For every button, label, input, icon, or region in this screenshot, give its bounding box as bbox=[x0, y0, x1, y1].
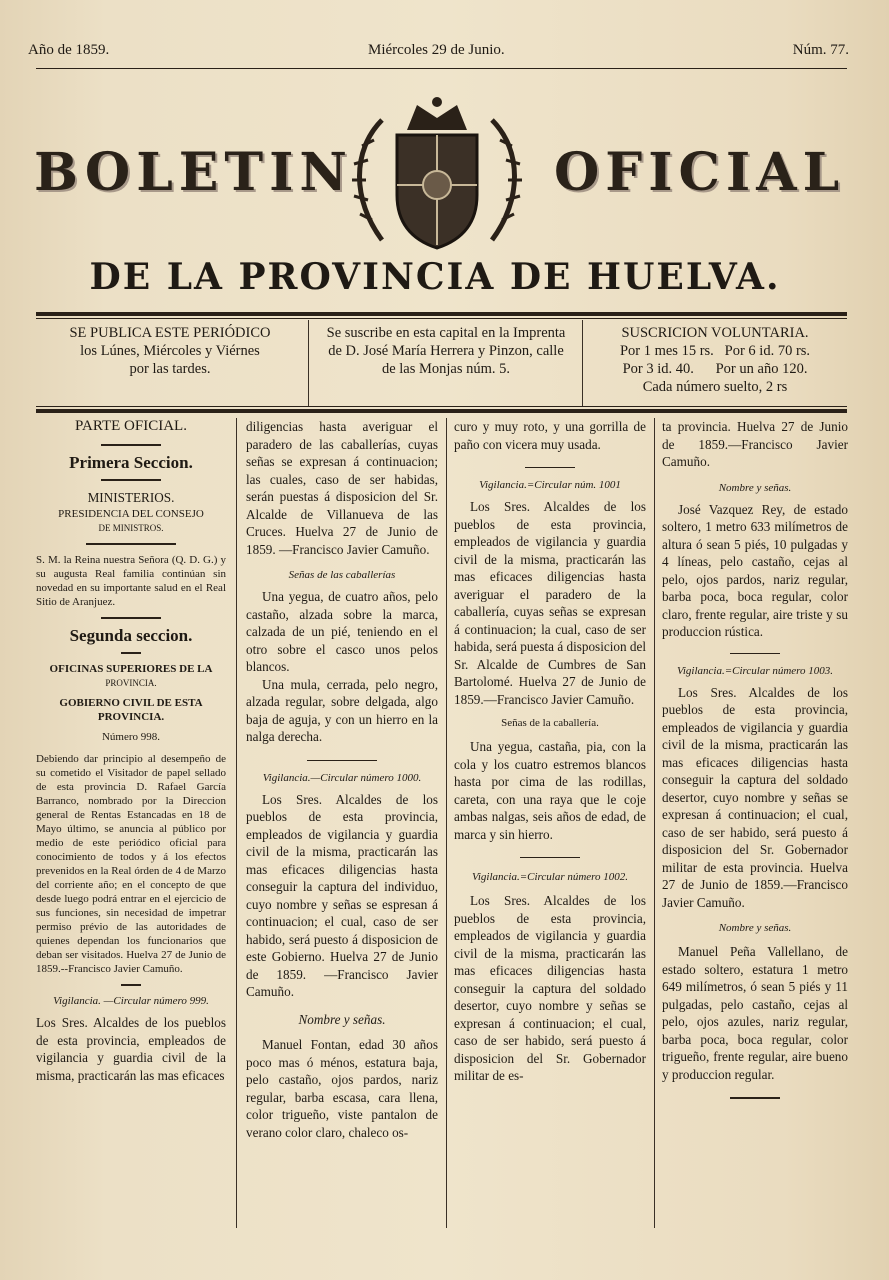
description-paragraph: Una yegua, castaña, pia, con la cola y los cuatro estremos blancos hasta por cima de las rodillas, careta, con una raya que le coje ambas nalgas, seis años de edad, de marca y sin hierro. bbox=[454, 739, 646, 842]
year-label: Año de 1859. bbox=[28, 42, 110, 58]
issue-number: Núm. 77. bbox=[792, 42, 849, 58]
continued-text: ta provincia. Huelva 27 de Junio de 1859.—Francisco Javier Camuño. bbox=[662, 419, 848, 469]
circular-heading: Vigilancia.—Circular número 1000. bbox=[262, 771, 422, 784]
section-heading: Segunda seccion. bbox=[69, 625, 193, 645]
publish-line: por las tardes. bbox=[129, 361, 211, 377]
price-line: Por 3 id. 40. Por un año 120. bbox=[622, 361, 808, 377]
divider bbox=[308, 320, 309, 406]
price-title: SUSCRICION VOLUNTARIA. bbox=[621, 325, 809, 341]
office-title: OFICINAS SUPERIORES DE LA bbox=[49, 663, 213, 675]
decree-number: Número 998. bbox=[101, 731, 161, 743]
divider bbox=[520, 857, 580, 858]
section-label: Señas de la caballería. bbox=[501, 717, 599, 729]
masthead bbox=[30, 80, 846, 300]
circular-body: Los Sres. Alcaldes de los pueblos de esta provincia, empleados de vigilancia y guardia civil de la misma, practicarán las mas eficaces bbox=[36, 1015, 226, 1083]
section-heading: Primera Seccion. bbox=[69, 452, 193, 472]
column-divider bbox=[446, 418, 447, 1228]
divider bbox=[101, 479, 161, 481]
subscribe-line: de las Monjas núm. 5. bbox=[381, 361, 511, 377]
divider bbox=[121, 984, 141, 986]
title-word-left: BOLETIN bbox=[34, 142, 353, 203]
government-title: GOBIERNO CIVIL DE ESTA PROVINCIA. bbox=[59, 697, 203, 723]
divider bbox=[307, 760, 377, 761]
ministry-subtitle: PRESIDENCIA DEL CONSEJO bbox=[58, 507, 204, 520]
circular-body: Los Sres. Alcaldes de los pueblos de esta provincia, empleados de vigilancia y guardia civil de la misma, practicarán las mas eficaces diligencias hasta averiguar el paradero de la caballería, cuyas señas se expresan á continuacion; la cual, caso de ser habida, será puesta á disposicion del Sr. Alcalde de Cumbres de San Bartolomé. Huelva 27 de Junio de 1859.—Francisco Javier Camuño. bbox=[454, 499, 646, 707]
subscribe-line: Se suscribe en esta capital en la Imprenta bbox=[326, 325, 566, 341]
subscribe-line: de D. José María Herrera y Pinzon, calle bbox=[328, 343, 564, 359]
subscribe-block bbox=[312, 324, 580, 378]
ministry-subtitle: DE MINISTROS. bbox=[98, 522, 164, 533]
circular-heading: Vigilancia.=Circular núm. 1001 bbox=[479, 479, 621, 491]
divider bbox=[101, 617, 161, 619]
info-rule-thin bbox=[36, 406, 847, 407]
description-paragraph: Manuel Fontan, edad 30 años poco mas ó ménos, estatura baja, pelo castaño, ojos pardos, nariz regular, barba escasa, cara llena, color trigueño, viste pantalon de verano color claro, chaleco os- bbox=[246, 1037, 438, 1140]
masthead-rule bbox=[36, 312, 847, 316]
column-divider bbox=[236, 418, 237, 1228]
title-word-right: OFICIAL bbox=[554, 142, 846, 203]
section-label: Nombre y señas. bbox=[718, 922, 792, 934]
column-2 bbox=[246, 418, 438, 1141]
circular-body: Los Sres. Alcaldes de los pueblos de esta provincia, empleados de vigilancia y guardia civil de la misma, practicarán las mas eficaces diligencias hasta conseguir la captura del individuo, cuyo nombre y señas se espresan á continuacion; el cual, caso de ser habido, será puesto á disposicion de este Gobierno. Huelva 27 de Junio de 1859. —Francisco Javier Camuño. bbox=[246, 791, 438, 999]
news-paragraph: S. M. la Reina nuestra Señora (Q. D. G.) y su augusta Real familia continúan sin novedad en su importante salud en el Real Sitio de Aranjuez. bbox=[36, 553, 226, 608]
divider bbox=[86, 543, 176, 545]
header-line bbox=[28, 40, 849, 64]
description-paragraph: Una mula, cerrada, pelo negro, alzada regular, sobre delgada, algo baja de aguja, y con un hierro en la nalga derecha. bbox=[246, 676, 438, 744]
description-paragraph: Una yegua, de cuatro años, pelo castaño, alzada sobre la marca, calzada de un pié, teniendo en el otro sobre el casco unos pelos blancos. bbox=[246, 589, 438, 674]
ministry-title: MINISTERIOS. bbox=[87, 490, 175, 505]
price-line: Cada número suelto, 2 rs bbox=[642, 379, 788, 395]
section-label: Nombre y señas. bbox=[718, 481, 792, 494]
subtitle: DE LA PROVINCIA DE HUELVA. bbox=[89, 256, 781, 298]
divider bbox=[582, 320, 583, 406]
publish-line: SE PUBLICA ESTE PERIÓDICO bbox=[69, 325, 271, 341]
section-title: PARTE OFICIAL. bbox=[75, 418, 187, 434]
section-label: Nombre y señas. bbox=[298, 1011, 386, 1027]
publish-line: los Lúnes, Miércoles y Viérnes bbox=[80, 343, 260, 359]
circular-heading: Vigilancia. —Circular número 999. bbox=[53, 995, 209, 1007]
info-box bbox=[36, 320, 847, 406]
divider bbox=[101, 444, 161, 446]
coat-of-arms-icon bbox=[342, 90, 532, 260]
circular-heading: Vigilancia.=Circular número 1003. bbox=[676, 664, 834, 677]
circular-heading: Vigilancia.=Circular número 1002. bbox=[471, 871, 629, 883]
date-label: Miércoles 29 de Junio. bbox=[368, 42, 505, 58]
description-paragraph: Manuel Peña Vallellano, de estado soltero, estatura 1 metro 649 milímetros, ó sean 5 piés y 11 pulgadas, pelo castaño, cejas al pelo, ojos azules, nariz regular, barba poca, boca regular, color trigueño, frente regular, aire bueno y produccion regular. bbox=[662, 944, 848, 1082]
column-divider bbox=[654, 418, 655, 1228]
column-1 bbox=[36, 418, 226, 1084]
divider bbox=[121, 652, 141, 654]
price-block bbox=[586, 324, 844, 396]
circular-body: Los Sres. Alcaldes de los pueblos de esta provincia, empleados de vigilancia y guardia civil de la misma, practicarán las mas eficaces diligencias hasta conseguir la captura del soldado desertor, cuyo nombre y señas se expresan á continuacion; el cual, caso de ser habido, será puesto á disposicion del Sr. Gobernador militar de esta provincia. Huelva 27 de Junio de 1859.—Francisco Javier Camuño. bbox=[662, 684, 848, 910]
price-line: Por 1 mes 15 rs. Por 6 id. 70 rs. bbox=[619, 343, 811, 359]
divider bbox=[730, 653, 780, 654]
circular-body: Los Sres. Alcaldes de los pueblos de esta provincia, empleados de vigilancia y guardia civil de la misma, practicarán las mas eficaces diligencias hasta conseguir la captura del soldado desertor, cuyo nombre y señas se expresan á continuacion; el cual, caso de ser habido, será puesto á disposicion del Sr. Gobernador militar de es- bbox=[454, 893, 646, 1083]
continued-text: curo y muy roto, y una gorrilla de paño con vicera muy usada. bbox=[454, 419, 646, 452]
decree-body: Debiendo dar principio al desempeño de su cometido el Visitador de papel sellado de esta provincia D. Rafael García Barranco, nombrado por la Direccion general de Rentas Estancadas en 18 de Mayo último, se anuncia al público por medio de este periódico oficial para conocimiento de todos y á los efectos prevenidos en la Real órden de 4 de Marzo del corriente año; en el concepto de que desde luego podrá entrar en el ejercicio de sus funciones, sin necesidad de impetrar permiso prévio de las autoridades de quienes dependan los funcionarios que deban ser visitados. Huelva 27 de Junio de 1859.--Francisco Javier Camuño. bbox=[36, 753, 226, 975]
header-rule bbox=[36, 68, 847, 69]
column-3 bbox=[454, 418, 646, 1085]
info-rule bbox=[36, 409, 847, 413]
divider bbox=[525, 467, 575, 468]
description-paragraph: José Vazquez Rey, de estado soltero, 1 metro 633 milímetros de altura ó sean 5 piés, 10 pulgadas y 4 líneas, pelo castaño, cejas al pelo, ojos pardos, nariz regular, barba poca, boca regular, color claro, frente regular, aire triste y su produccion rústica. bbox=[662, 501, 848, 639]
masthead-rule-thin bbox=[36, 318, 847, 319]
section-label: Señas de las caballerías bbox=[288, 569, 396, 581]
divider bbox=[730, 1097, 780, 1099]
continued-text: diligencias hasta averiguar el paradero de las caballerías, cuyas señas se expresan á continuacion; las cuales, caso de ser habidas, serán puestas á disposicion del Sr. Alcalde de Villanueva de las Cruces. Huelva 27 de Junio de 1859. —Francisco Javier Camuño. bbox=[246, 419, 438, 557]
publish-block bbox=[36, 324, 304, 378]
column-4 bbox=[662, 418, 848, 1113]
office-subtitle: PROVINCIA. bbox=[105, 678, 157, 688]
